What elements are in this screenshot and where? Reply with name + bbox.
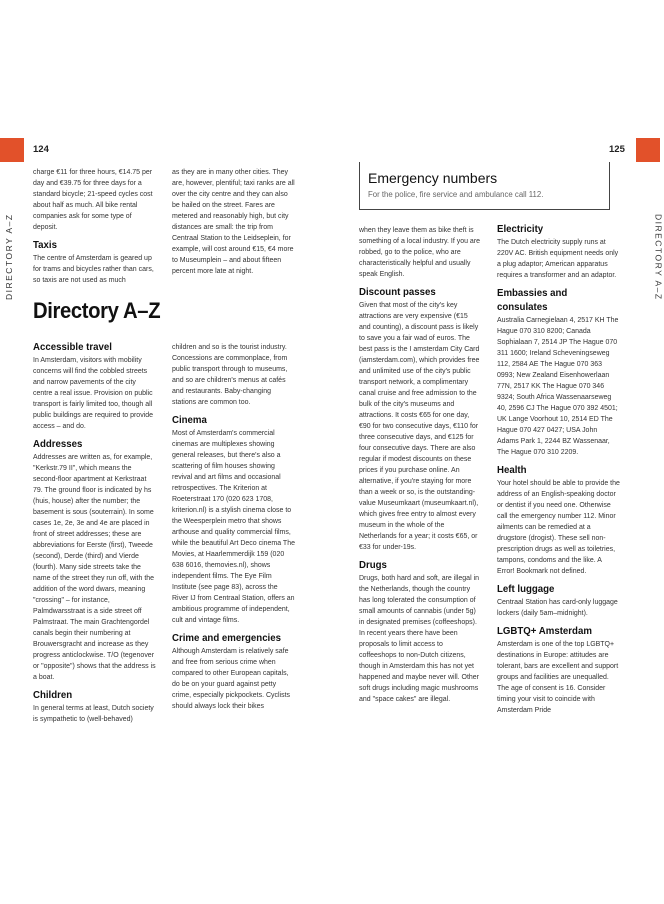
addresses-heading: Addresses: [33, 438, 83, 450]
lgbtq-heading: LGBTQ+ Amsterdam: [497, 625, 592, 637]
left-col2-main: [172, 341, 295, 711]
children-heading: Children: [33, 689, 73, 701]
bike-rental-text: charge €11 for three hours, €14.75 per day and €39.75 for three days for a standard bicycle; 21-speed cycles cost about half as much. All bike rental companies ask for some type of deposit.: [33, 167, 153, 231]
lgbtq-text: Amsterdam is one of the top LGBTQ+ destinations in Europe: attitudes are tolerant, bars are excellent and support groups and facilities are unequalled. The age of consent is 16. Consider timing your visit to coincide with Amsterdam Pride: [497, 639, 619, 714]
right-col1: [359, 224, 480, 704]
crime-heading: Crime and emergencies: [172, 632, 281, 644]
emergency-box: [359, 162, 610, 210]
electricity-text: The Dutch electricity supply runs at 220V AC. British equipment needs only a plug adaptor; American apparatus requires a transformer and an adaptor.: [497, 237, 619, 279]
accessible-travel-heading: Accessible travel: [33, 341, 112, 353]
addresses-text: Addresses are written as, for example, "Kerkstr.79 II", which means the second-floor apartment at Kerkstraat 79. The ground floor is indicated by hs (huis, house) after the number; the basement is sous (souterrain). In some cases 1e, 2e, 3e and 4e are placed in front of street addresses; these are abbreviations for Eerste (first), Tweede (second), Derde (third) and Vierde (fourth). Many side streets take the name of the street they run off, with the addition of the word dwars, meaning "crossing" – for instance, Palmdwarsstraat is a side street off Palmstraat. The main Grachtengordel canals begin their numbering at Brouwersgracht and increase as they progress anticlockwise. T/O (tegenover or "opposite") shows that the address is a boat.: [33, 452, 156, 681]
right-page-tab: [636, 138, 660, 162]
left-col1-main: [33, 340, 156, 724]
left-col2-top: [172, 166, 295, 276]
crime-continued-text: when they leave them as bike theft is something of a local industry. If you are robbed, go to the police, who are characteristically helpful and usually speak English.: [359, 225, 481, 278]
taxis-heading: Taxis: [33, 239, 57, 251]
emergency-title: Emergency numbers: [368, 170, 498, 186]
children-continued-text: children and so is the tourist industry. Concessions are commonplace, from public transport through to museums, and so are children's menus at cafés and restaurants. Baby-changing stations are common too.: [172, 342, 288, 406]
left-luggage-text: Centraal Station has card-only luggage lockers (daily 5am–midnight).: [497, 597, 618, 617]
embassies-heading: Embassies and consulates: [497, 287, 568, 313]
embassies-text: Australia Carnegielaan 4, 2517 KH The Hague 070 310 8200; Canada Sophialaan 7, 2514 JP The Hague 070 311 1600; Ireland Scheveningseweg 112, 2584 AE The Hague 070 363 0993; New Zealand Eisenhowerlaan 77N, 2517 KK The Hague 070 346 9324; South Africa Wassenaarseweg 40, 2596 CJ The Hague 070 392 4501; UK Lange Voorhout 10, 2514 ED The Hague 070 427 0427; USA John Adams Park 1, 2244 BZ Wassenaar, The Hague 070 310 2209.: [497, 315, 619, 456]
drugs-heading: Drugs: [359, 559, 387, 571]
taxis-continued-text: as they are in many other cities. They are, however, plentiful; taxi ranks are all over the city centre and they can also be hailed on the street. Fares are metered and reasonably high, but city distances are small: the trip from Centraal Station to the Leidseplein, for example, will cost around €15, €4 more to Museumplein – and about fifteen percent more late at night.: [172, 167, 295, 275]
right-col2: [497, 222, 620, 715]
left-col1-top: [33, 166, 156, 285]
left-page-number: 124: [33, 144, 49, 155]
left-side-label: DIRECTORY A–Z: [4, 213, 14, 300]
left-page-tab: [0, 138, 24, 162]
health-heading: Health: [497, 464, 527, 476]
discount-passes-heading: Discount passes: [359, 286, 436, 298]
crime-text: Although Amsterdam is relatively safe and free from serious crime when compared to other European capitals, do be on your guard against petty crime, especially pickpockets. Cyclists should always lock their bikes: [172, 646, 291, 710]
children-text: In general terms at least, Dutch society is sympathetic to (well-behaved): [33, 703, 154, 723]
health-text: Your hotel should be able to provide the address of an English-speaking doctor or dentist if you need one. Otherwise call the emergency number 112. Minor ailments can be remedied at a drugstore (drogist). These sell non-prescription drugs as well as toiletries, tampons, condoms and the like. A Error! Bookmark not defined.: [497, 478, 620, 575]
directory-title: Directory A–Z: [33, 298, 161, 323]
right-side-label: DIRECTORY A–Z: [654, 214, 664, 301]
emergency-subtitle: For the police, fire service and ambulance call 112.: [368, 190, 544, 199]
electricity-heading: Electricity: [497, 223, 544, 235]
cinema-heading: Cinema: [172, 414, 207, 426]
accessible-travel-text: In Amsterdam, visitors with mobility concerns will find the cobbled streets and narrow pavements of the city centre a real issue. Provision on public transport is fairly limited too, though all public buildings are required to provide access – and do.: [33, 355, 154, 430]
discount-passes-text: Given that most of the city's key attractions are very expensive (€15 and counting), a discount pass is likely to save you a fair wad of euros. The best pass is the I amsterdam City Card (iamsterdam.com), which provides free and unlimited use of the city's public transport network, a complimentary canal cruise and free admission to the bulk of the city's museums and attractions. It costs €65 for one day, €90 for two consecutive days, €110 for three consecutive days, and €125 for four consecutive days. There are also regular if modest discounts on these prices if you purchase online. An alternative, if you're staying for more than a week or so, is the outstanding-value Museumkaart (museumkaart.nl), which gives free entry to almost every museum in the whole of the Netherlands for a year; it costs €65, or €33 for under-19s.: [359, 300, 480, 551]
right-page-number: 125: [609, 144, 625, 155]
taxis-text: The centre of Amsterdam is geared up for trams and bicycles rather than cars, so taxis are not used as much: [33, 253, 154, 284]
drugs-text: Drugs, both hard and soft, are illegal in the Netherlands, though the country has long tolerated the consumption of small amounts of cannabis (under 5g) in designated premises (coffeeshops). In recent years there have been proposals to limit access to coffeeshops to non-Dutch citizens, though in Amsterdam this has not yet happened and maybe never will. Other soft drugs including magic mushrooms and "space cakes" are illegal.: [359, 573, 480, 703]
left-luggage-heading: Left luggage: [497, 583, 555, 595]
cinema-text: Most of Amsterdam's commercial cinemas are multiplexes showing general releases, but there's also a scattering of film houses showing revival and art films and occasional retrospectives. The Kriterion at Roeterstraat 170 (020 623 1708, kriterion.nl) is a stylish cinema close to the Weesperplein metro that shows arthouse and quality commercial films, while the beautiful Art Deco cinema The Movies, at Haarlemmerdijk 159 (020 638 6016, themovies.nl), shows independent films. The Eye Film Institute (see page 83), across the River IJ from Centraal Station, offers an ambitious programme of independent, cult and vintage films.: [172, 428, 295, 624]
